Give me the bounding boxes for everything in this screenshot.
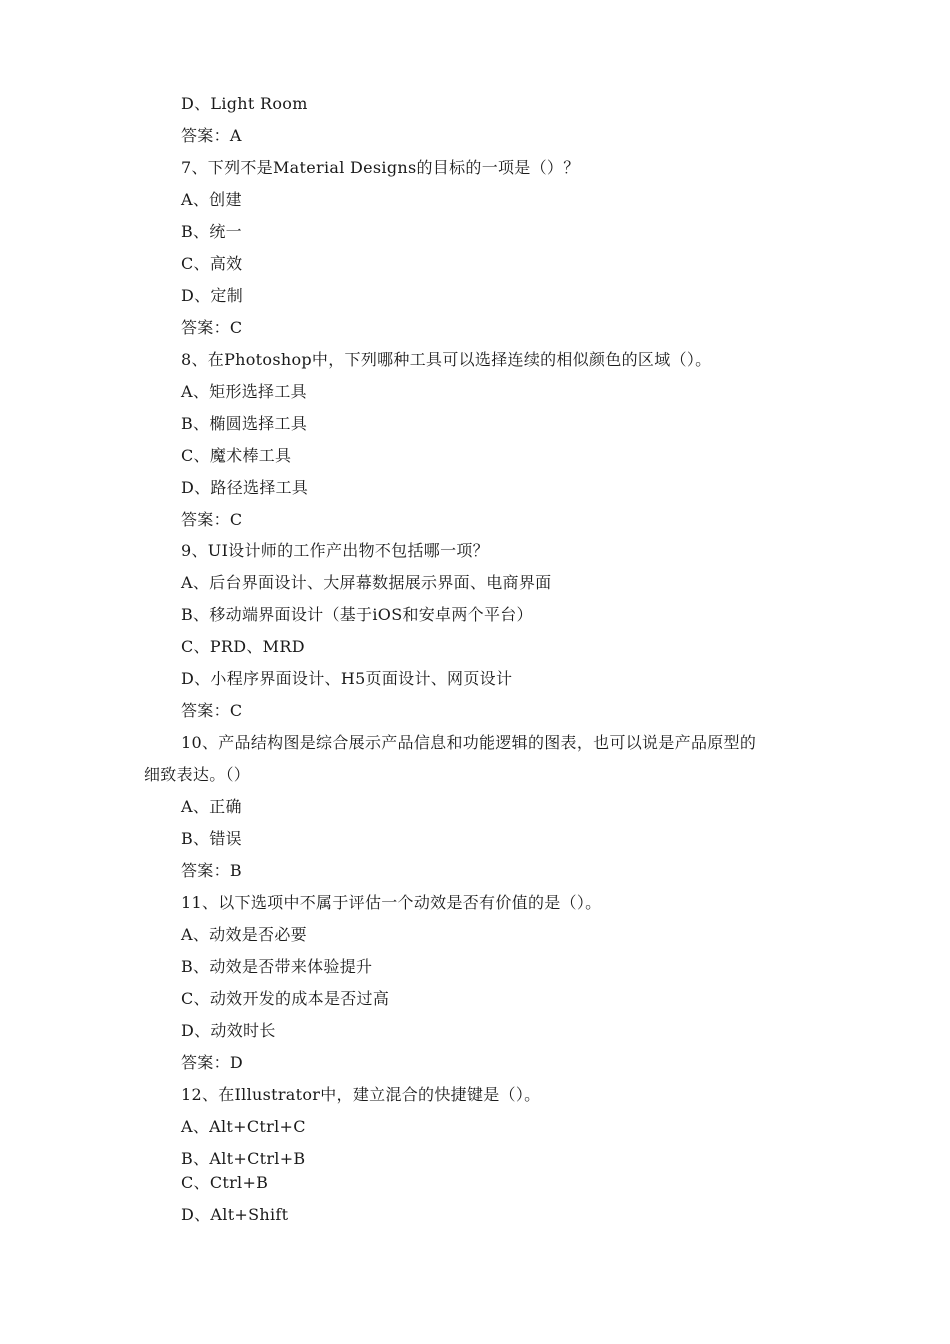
question-10-continued: 细致表达。（）	[144, 765, 251, 784]
option-7c: C、高效	[181, 254, 243, 273]
option-7d: D、定制	[181, 286, 244, 305]
option-11d: D、动效时长	[181, 1021, 276, 1040]
question-7: 7、下列不是Material Designs的目标的一项是（）？	[181, 158, 580, 177]
option-9c: C、PRD、MRD	[181, 637, 305, 656]
option-11a: A、动效是否必要	[181, 925, 307, 944]
option-12c: C、Ctrl+B	[181, 1173, 269, 1192]
answer-8: 答案：C	[181, 510, 243, 529]
answer-11: 答案：D	[181, 1053, 244, 1072]
option-8d: D、路径选择工具	[181, 478, 309, 497]
answer-9: 答案：C	[181, 701, 243, 720]
question-12: 12、在Illustrator中，建立混合的快捷键是（）。	[181, 1085, 541, 1104]
answer-10: 答案：B	[181, 861, 242, 880]
question-8: 8、在Photoshop中，下列哪种工具可以选择连续的相似颜色的区域（）。	[181, 350, 712, 369]
question-10: 10、产品结构图是综合展示产品信息和功能逻辑的图表，也可以说是产品原型的	[181, 733, 757, 752]
option-9a: A、后台界面设计、大屏幕数据展示界面、电商界面	[181, 573, 552, 592]
option-8b: B、椭圆选择工具	[181, 414, 308, 433]
option-8a: A、矩形选择工具	[181, 382, 307, 401]
option-9d: D、小程序界面设计、H5页面设计、网页设计	[181, 669, 513, 688]
option-6d: D、Light Room	[181, 94, 308, 113]
answer-6: 答案：A	[181, 126, 242, 145]
option-10a: A、正确	[181, 797, 242, 816]
option-12d: D、Alt+Shift	[181, 1205, 289, 1224]
option-10b: B、错误	[181, 829, 242, 848]
option-11b: B、动效是否带来体验提升	[181, 957, 373, 976]
option-7a: A、创建	[181, 190, 242, 209]
option-12b: B、Alt+Ctrl+B	[181, 1149, 306, 1168]
option-11c: C、动效开发的成本是否过高	[181, 989, 390, 1008]
option-9b: B、移动端界面设计（基于iOS和安卓两个平台）	[181, 605, 533, 624]
question-9: 9、UI设计师的工作产出物不包括哪一项？	[181, 541, 489, 560]
option-8c: C、魔术棒工具	[181, 446, 292, 465]
answer-7: 答案：C	[181, 318, 243, 337]
option-12a: A、Alt+Ctrl+C	[181, 1117, 306, 1136]
question-11: 11、以下选项中不属于评估一个动效是否有价值的是（）。	[181, 893, 602, 912]
option-7b: B、统一	[181, 222, 242, 241]
